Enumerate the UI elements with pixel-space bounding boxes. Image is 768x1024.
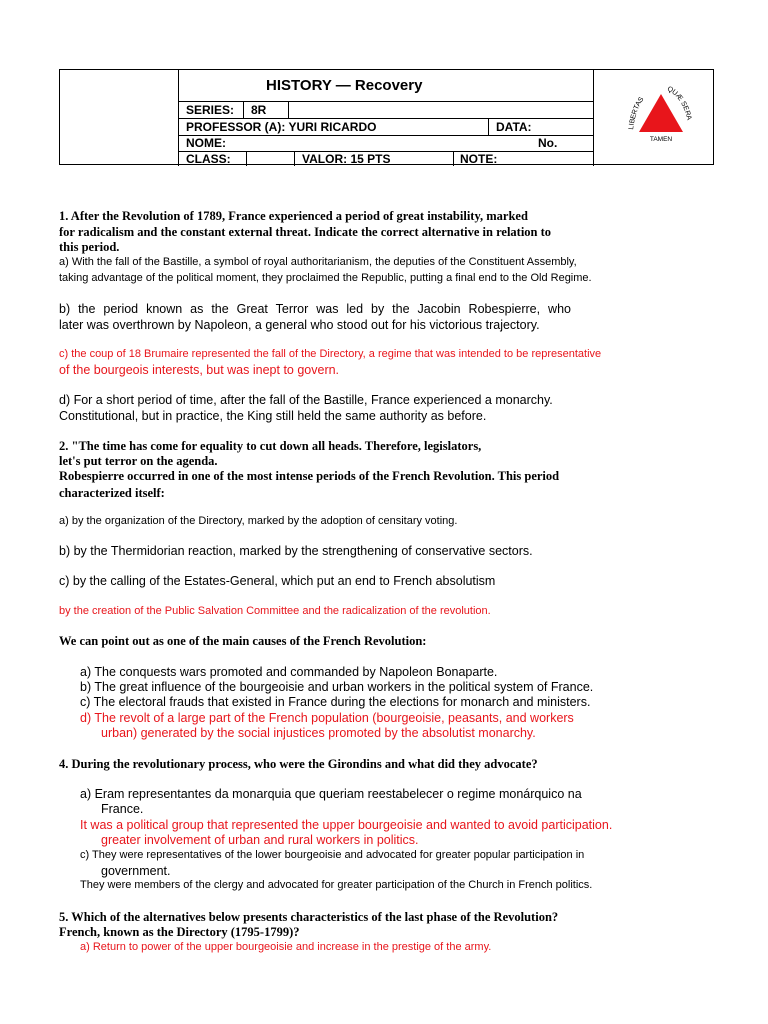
q4-option-c-line-1: c) They were representatives of the lower bourgeoisie and advocated for greater popular participation in xyxy=(80,849,585,861)
q1-option-c-line-1: c) the coup of 18 Brumaire represented the fall of the Directory, a regime that was intended to be representative xyxy=(59,348,602,360)
q4-stem: 4. During the revolutionary process, who were the Girondins and what did they advocate? xyxy=(59,757,538,771)
q4-option-b-line-1: It was a political group that represented the upper bourgeoisie and wanted to avoid participation. xyxy=(80,818,613,832)
q3-option-d-line-1: d) The revolt of a large part of the French population (bourgeoisie, peasants, and workers xyxy=(80,711,574,725)
q1-option-d-line-2: Constitutional, but in practice, the King still held the same authority as before. xyxy=(59,409,487,423)
divider xyxy=(294,151,295,166)
note-label: NOTE: xyxy=(460,152,498,166)
q5-stem-line-2: French, known as the Directory (1795-1799)? xyxy=(59,925,300,939)
divider xyxy=(453,151,454,166)
svg-text:LIBERTAS: LIBERTAS xyxy=(628,96,646,131)
series-value: 8R xyxy=(251,103,267,117)
divider xyxy=(178,101,593,102)
divider xyxy=(246,151,247,166)
divider xyxy=(593,70,594,166)
nome-label: NOME: xyxy=(186,136,226,150)
svg-text:QUÆ SERA: QUÆ SERA xyxy=(665,85,693,121)
q5-stem-line-1: 5. Which of the alternatives below presents characteristics of the last phase of the Revolution? xyxy=(59,910,559,924)
q1-option-a-line-2: taking advantage of the political moment, they proclaimed the Republic, putting a final end to the Old Regime. xyxy=(59,272,592,284)
divider xyxy=(178,118,593,119)
q3-option-a: a) The conquests wars promoted and commanded by Napoleon Bonaparte. xyxy=(80,665,498,679)
q1-option-c-line-2: of the bourgeois interests, but was inept to govern. xyxy=(59,363,340,377)
divider xyxy=(288,101,289,118)
divider xyxy=(243,101,244,118)
q1-stem-line-2: for radicalism and the constant external threat. Indicate the correct alternative in relation to xyxy=(59,225,552,239)
libertas-triangle-logo xyxy=(625,84,697,148)
q1-stem-line-1: 1. After the Revolution of 1789, France experienced a period of great instability, marked xyxy=(59,209,528,223)
q2-option-c: c) by the calling of the Estates-General, which put an end to French absolutism xyxy=(59,574,496,588)
q3-stem: We can point out as one of the main causes of the French Revolution: xyxy=(59,634,427,648)
header-table xyxy=(59,69,714,165)
q1-option-a-line-1: a) With the fall of the Bastille, a symbol of royal authoritarianism, the deputies of the Constituent Assembly, xyxy=(59,256,577,268)
q2-stem-line-3: Robespierre occurred in one of the most intense periods of the French Revolution. This period xyxy=(59,469,560,483)
q4-option-b-line-2: greater involvement of urban and rural workers in politics. xyxy=(101,833,419,847)
series-label: SERIES: xyxy=(186,103,235,117)
professor-label: PROFESSOR (A): YURI RICARDO xyxy=(186,120,377,134)
page-title: HISTORY — Recovery xyxy=(266,77,423,94)
q2-stem-line-2: let's put terror on the agenda. xyxy=(59,454,218,468)
q2-stem-line-4: characterized itself: xyxy=(59,486,165,500)
q3-option-d-line-2: urban) generated by the social injustices promoted by the absolutist monarchy. xyxy=(101,726,536,740)
q4-option-a-line-1: a) Eram representantes da monarquia que queriam reestabelecer o regime monárquico na xyxy=(80,787,582,801)
q2-option-a: a) by the organization of the Directory, marked by the adoption of censitary voting. xyxy=(59,515,458,527)
q3-option-b: b) The great influence of the bourgeoisie and urban workers in the political system of France. xyxy=(80,680,594,694)
q2-stem-line-1: 2. "The time has come for equality to cut down all heads. Therefore, legislators, xyxy=(59,439,482,453)
q1-option-b-line-2: later was overthrown by Napoleon, a general who stood out for his victorious trajectory. xyxy=(59,318,540,332)
divider xyxy=(178,135,593,136)
q5-option-a: a) Return to power of the upper bourgeoisie and increase in the prestige of the army. xyxy=(80,941,492,953)
q4-option-a-line-2: France. xyxy=(101,802,144,816)
q1-option-b-line-1: b) the period known as the Great Terror was led by the Jacobin Robespierre, who xyxy=(59,302,571,316)
divider xyxy=(488,118,489,135)
q2-option-d: by the creation of the Public Salvation Committee and the radicalization of the revolution. xyxy=(59,605,491,617)
q3-option-c: c) The electoral frauds that existed in France during the elections for monarch and ministers. xyxy=(80,695,591,709)
valor-label: VALOR: 15 PTS xyxy=(302,152,391,166)
q4-option-d: They were members of the clergy and advocated for greater participation of the Church in French politics. xyxy=(80,879,593,891)
number-label: No. xyxy=(538,136,558,150)
q4-option-c-line-2: government. xyxy=(101,864,171,878)
q1-option-d-line-1: d) For a short period of time, after the fall of the Bastille, France experienced a monarchy. xyxy=(59,393,553,407)
svg-text:TAMEN: TAMEN xyxy=(649,136,673,143)
q2-option-b: b) by the Thermidorian reaction, marked by the strengthening of conservative sectors. xyxy=(59,544,533,558)
data-label: DATA: xyxy=(496,120,532,134)
class-label: CLASS: xyxy=(186,152,231,166)
q1-stem-line-3: this period. xyxy=(59,240,120,254)
